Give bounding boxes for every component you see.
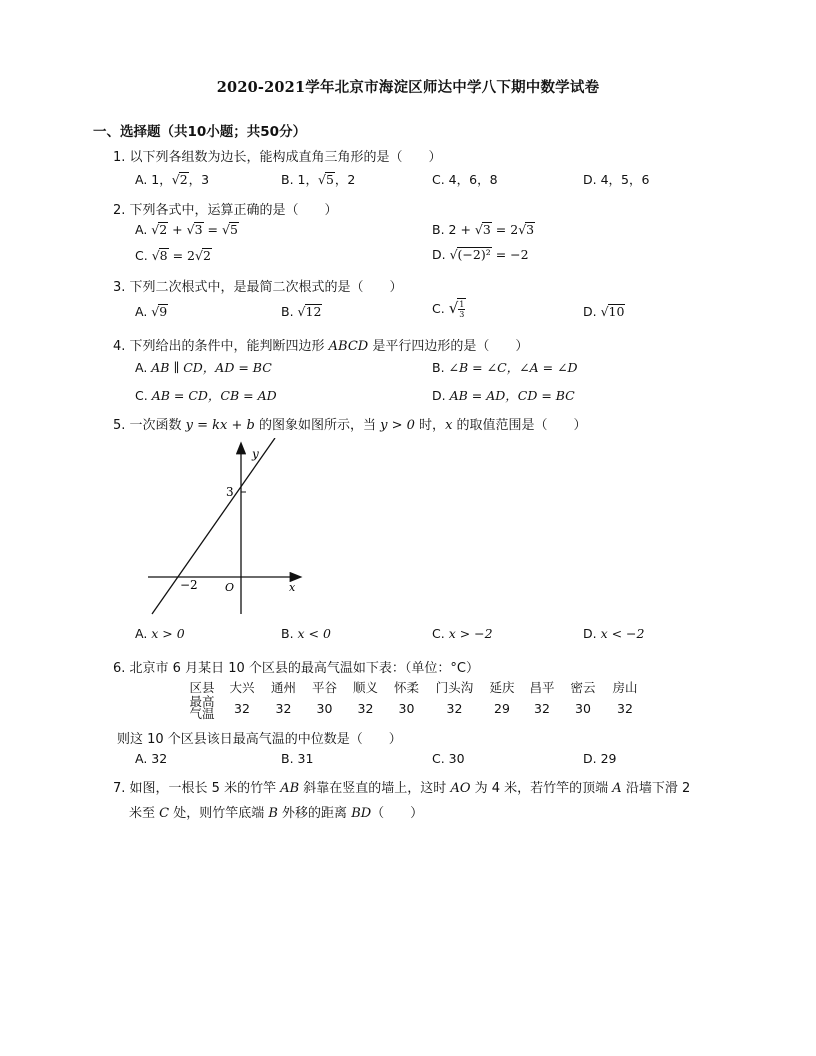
origin-label: O (225, 581, 235, 594)
y-intercept-label: 3 (226, 485, 234, 499)
district-cell: 顺义 (352, 680, 378, 695)
q1-option-c: C. 4，6，8 (432, 172, 498, 187)
q4-option-d: D. AB = AD，CD = BC (432, 388, 575, 403)
question-7-line-2: 米至 C 处，则竹竿底端 B 外移的距离 BD（ ） (129, 806, 424, 821)
question-3: 3. 下列二次根式中，是最简二次根式的是（ ） (113, 280, 403, 295)
linear-function-graph (140, 438, 310, 618)
q3-option-c: C. √ $\frac{1}{3}$ (432, 299, 465, 319)
question-2: 2. 下列各式中，运算正确的是（ ） (113, 203, 338, 218)
q6-option-c: C. 30 (432, 751, 465, 766)
q1-option-d: D. 4，5，6 (583, 172, 650, 187)
temp-cell: 32 (534, 700, 550, 716)
question-6: 6. 北京市 6 月某日 10 个区县的最高气温如下表：（单位：°C） (113, 661, 479, 676)
question-6-follow: 则这 10 个区县该日最高气温的中位数是（ ） (117, 732, 402, 747)
q6-option-b: B. 31 (281, 751, 314, 766)
table-row (183, 696, 646, 720)
question-1: 1. 以下列各组数为边长，能构成直角三角形的是（ ） (113, 150, 442, 165)
district-cell: 平谷 (311, 680, 337, 695)
q5-option-c: C. x > −2 (432, 626, 493, 641)
district-cell: 密云 (570, 680, 596, 695)
q1-option-b: B. 1，√5，2 (281, 172, 356, 187)
temp-cell: 32 (234, 700, 250, 716)
q6-option-a: A. 32 (135, 751, 168, 766)
temp-cell: 29 (494, 700, 510, 716)
x-intercept-label: −2 (180, 578, 198, 592)
district-cell: 门头沟 (435, 680, 474, 695)
q5-option-b: B. x < 0 (281, 626, 331, 641)
q4-option-a: A. AB ∥ CD，AD = BC (135, 360, 272, 375)
temp-cell: 32 (275, 700, 292, 716)
table-header-cell: 区县 (189, 680, 215, 695)
q4-option-c: C. AB = CD，CB = AD (135, 388, 277, 403)
exam-title: 2020-2021学年北京市海淀区师达中学八下期中数学试卷 (216, 79, 600, 96)
q3-option-b: B. √12 (281, 304, 322, 319)
district-cell: 大兴 (229, 680, 255, 695)
temp-cell: 30 (316, 700, 333, 716)
table-row-label: 最高 气温 (189, 694, 215, 721)
q4-option-b: B. ∠B = ∠C，∠A = ∠D (432, 360, 578, 375)
section-heading: 一、选择题（共10小题；共50分） (93, 124, 307, 140)
x-axis-label: x (289, 581, 296, 594)
district-cell: 通州 (270, 680, 296, 695)
district-cell: 房山 (612, 680, 638, 695)
q3-option-d: D. √10 (583, 304, 625, 319)
q2-option-b: B. 2 + √3 = 2√3 (432, 222, 535, 237)
table-row (183, 678, 646, 696)
q1-option-a: A. 1，√2，3 (135, 172, 210, 187)
temp-cell: 30 (398, 700, 415, 716)
function-line (152, 438, 275, 614)
district-cell: 昌平 (529, 680, 555, 695)
q2-option-a: A. √2 + √3 = √5 (135, 222, 238, 237)
q2-option-c: C. √8 = 2√2 (135, 248, 211, 263)
question-5: 5. 一次函数 y = kx + b 的图象如图所示，当 y > 0 时，x 的取值范围是（ ） (113, 418, 587, 433)
temp-cell: 32 (446, 700, 463, 716)
question-4: 4. 下列给出的条件中，能判断四边形 ABCD 是平行四边形的是（ ） (113, 339, 529, 354)
temp-cell: 32 (617, 700, 633, 716)
q5-option-a: A. x > 0 (135, 626, 185, 641)
q3-option-a: A. √9 (135, 304, 168, 319)
temperature-table (183, 678, 646, 720)
q5-option-d: D. x < −2 (583, 626, 645, 641)
q2-option-d: D. √(−2)² = −2 (432, 247, 529, 262)
y-axis-label: y (252, 447, 259, 461)
temp-cell: 32 (357, 700, 374, 716)
question-7: 7. 如图，一根长 5 米的竹竿 AB 斜靠在竖直的墙上，这时 AO 为 4 米，若竹竿的顶端 A 沿墙下滑 2 (113, 781, 691, 796)
district-cell: 怀柔 (393, 680, 419, 695)
district-cell: 延庆 (489, 680, 515, 695)
temp-cell: 30 (575, 700, 591, 716)
q6-option-d: D. 29 (583, 751, 617, 766)
